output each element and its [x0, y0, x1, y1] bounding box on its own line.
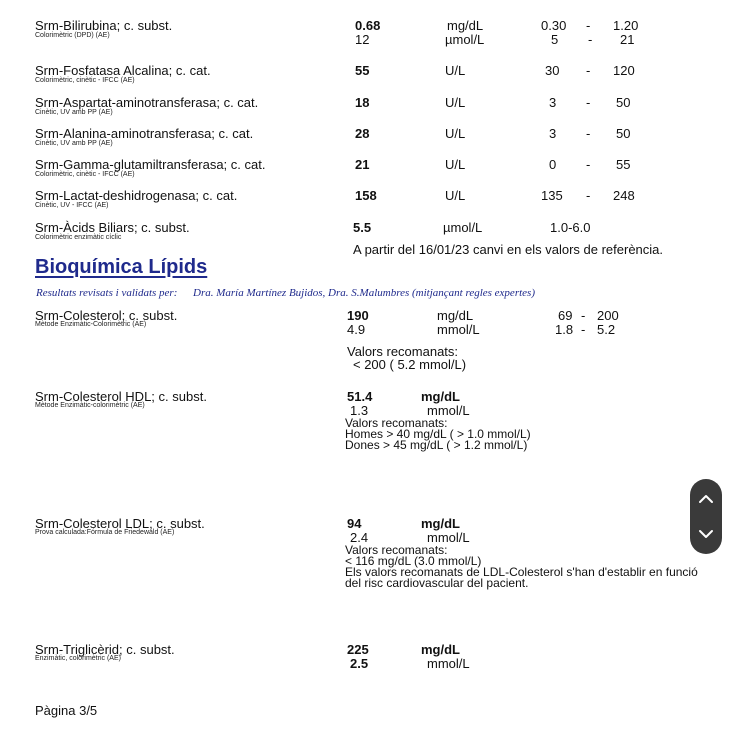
- test-value: 0.68: [355, 18, 381, 33]
- test-method: Mètode Enzimàtic-Colorimètric (AE): [35, 321, 147, 328]
- validated-by: Dra. María Martínez Bujidos, Dra. S.Malumbres (mitjançant regles expertes): [193, 287, 535, 299]
- test-unit: mg/dL: [447, 18, 484, 33]
- test-unit: U/L: [445, 126, 466, 141]
- test-method: Colorimètric, cinètic - IFCC (AE): [35, 77, 135, 84]
- test-name: Srm-Colesterol HDL; c. subst.: [35, 389, 207, 404]
- test-method: Colorimètric, cinètic - IFCC (AE): [35, 171, 135, 178]
- ref-dash: -: [586, 63, 591, 78]
- test-unit-si: µmol/L: [445, 32, 485, 47]
- test-unit-si: mmol/L: [427, 403, 470, 418]
- recommended-note: del risc cardiovascular del pacient.: [345, 576, 529, 590]
- chevron-up-icon: [698, 494, 714, 504]
- ref-high: 200: [597, 308, 619, 323]
- test-value-si: 1.3: [350, 403, 369, 418]
- ref-high: 50: [616, 126, 631, 141]
- ref-dash: -: [581, 322, 586, 337]
- ref-dash: -: [588, 32, 593, 47]
- test-unit-si: mmol/L: [437, 322, 480, 337]
- ref-dash: -: [586, 157, 591, 172]
- page-number: Pàgina 3/5: [35, 703, 98, 718]
- test-value: 5.5: [353, 220, 372, 235]
- ref-high-si: 5.2: [597, 322, 616, 337]
- test-name: Srm-Lactat-deshidrogenasa; c. cat.: [35, 188, 238, 203]
- ref-dash: -: [586, 126, 591, 141]
- ref-range: 1.0-6.0: [550, 220, 591, 235]
- recommended-men: Homes > 40 mg/dL ( > 1.0 mmol/L): [345, 427, 531, 441]
- test-value: 18: [355, 95, 370, 110]
- ref-dash: -: [586, 188, 591, 203]
- ref-low-si: 5: [551, 32, 559, 47]
- scroll-down-button[interactable]: [690, 516, 722, 552]
- test-method: Cinètic, UV - IFCC (AE): [35, 202, 109, 209]
- ref-low: 69: [558, 308, 573, 323]
- test-unit: mg/dL: [437, 308, 474, 323]
- test-method: Enzimàtic, colorimètric (AE): [35, 655, 121, 662]
- test-value-si: 2.5: [350, 656, 369, 671]
- ref-high: 50: [616, 95, 631, 110]
- ref-change-note: A partir del 16/01/23 canvi en els valors de referència.: [353, 242, 664, 257]
- test-unit-si: mmol/L: [427, 656, 470, 671]
- recommended-women: Dones > 45 mg/dL ( > 1.2 mmol/L): [345, 438, 528, 452]
- test-name: Srm-Alanina-aminotransferasa; c. cat.: [35, 126, 254, 141]
- recommended-title: Valors recomanats:: [345, 416, 448, 430]
- test-value: 94: [347, 516, 362, 531]
- validated-label: Resultats revisats i validats per:: [36, 287, 178, 299]
- ref-high: 120: [613, 63, 635, 78]
- test-value: 21: [355, 157, 370, 172]
- test-method: Mètode Enzimàtic-colorimètric (AE): [35, 402, 145, 409]
- ref-low: 3: [549, 95, 557, 110]
- scroll-controls: [690, 479, 722, 554]
- test-value: 158: [355, 188, 377, 203]
- ref-high: 55: [616, 157, 631, 172]
- test-name: Srm-Colesterol LDL; c. subst.: [35, 516, 205, 531]
- ref-dash: -: [586, 95, 591, 110]
- test-method: Cinètic, UV amb PP (AE): [35, 109, 113, 116]
- test-name: Srm-Triglicèrid; c. subst.: [35, 642, 175, 657]
- ref-low-si: 1.8: [555, 322, 574, 337]
- ref-low: 3: [549, 126, 557, 141]
- recommended-title: Valors recomanats:: [345, 543, 448, 557]
- test-method: Colorimètric enzimàtic cíclic: [35, 234, 122, 241]
- test-unit: mg/dL: [421, 642, 460, 657]
- ref-low: 0: [549, 157, 557, 172]
- test-value: 225: [347, 642, 369, 657]
- test-method: Cinètic, UV amb PP (AE): [35, 140, 113, 147]
- scroll-up-button[interactable]: [690, 481, 722, 517]
- recommended-note: Els valors recomanats de LDL-Colesterol s'han d'establir en funció: [345, 565, 698, 579]
- test-unit: µmol/L: [443, 220, 483, 235]
- test-value: 28: [355, 126, 370, 141]
- test-value-si: 12: [355, 32, 370, 47]
- test-value-si: 2.4: [350, 530, 369, 545]
- test-unit: mg/dL: [421, 516, 460, 531]
- test-name: Srm-Bilirubina; c. subst.: [35, 18, 173, 33]
- test-value-si: 4.9: [347, 322, 366, 337]
- ref-low: 30: [545, 63, 560, 78]
- test-method: Colorimètric (DPD) (AE): [35, 32, 110, 39]
- ref-high: 1.20: [613, 18, 639, 33]
- ref-high-si: 21: [620, 32, 635, 47]
- test-unit: mg/dL: [421, 389, 460, 404]
- test-name: Srm-Aspartat-aminotransferasa; c. cat.: [35, 95, 259, 110]
- ref-high: 248: [613, 188, 635, 203]
- recommended-title: Valors recomanats:: [347, 344, 459, 359]
- test-name: Srm-Gamma-glutamiltransferasa; c. cat.: [35, 157, 266, 172]
- test-unit: U/L: [445, 188, 466, 203]
- test-value: 190: [347, 308, 369, 323]
- test-unit-si: mmol/L: [427, 530, 470, 545]
- test-name: Srm-Fosfatasa Alcalina; c. cat.: [35, 63, 211, 78]
- ref-low: 135: [541, 188, 563, 203]
- recommended-value: < 116 mg/dL (3.0 mmol/L): [345, 554, 482, 568]
- test-value: 55: [355, 63, 370, 78]
- test-name: Srm-Àcids Biliars; c. subst.: [35, 220, 190, 235]
- test-unit: U/L: [445, 63, 466, 78]
- ref-low: 0.30: [541, 18, 567, 33]
- recommended-value: < 200 ( 5.2 mmol/L): [353, 357, 467, 372]
- test-name: Srm-Colesterol; c. subst.: [35, 308, 178, 323]
- ref-dash: -: [586, 18, 591, 33]
- ref-dash: -: [581, 308, 586, 323]
- test-unit: U/L: [445, 95, 466, 110]
- chevron-down-icon: [698, 529, 714, 539]
- section-title: Bioquímica Lípids: [35, 256, 208, 278]
- test-unit: U/L: [445, 157, 466, 172]
- test-value: 51.4: [347, 389, 373, 404]
- test-method: Prova calculada:Fórmula de Friedewald (AE): [35, 529, 175, 536]
